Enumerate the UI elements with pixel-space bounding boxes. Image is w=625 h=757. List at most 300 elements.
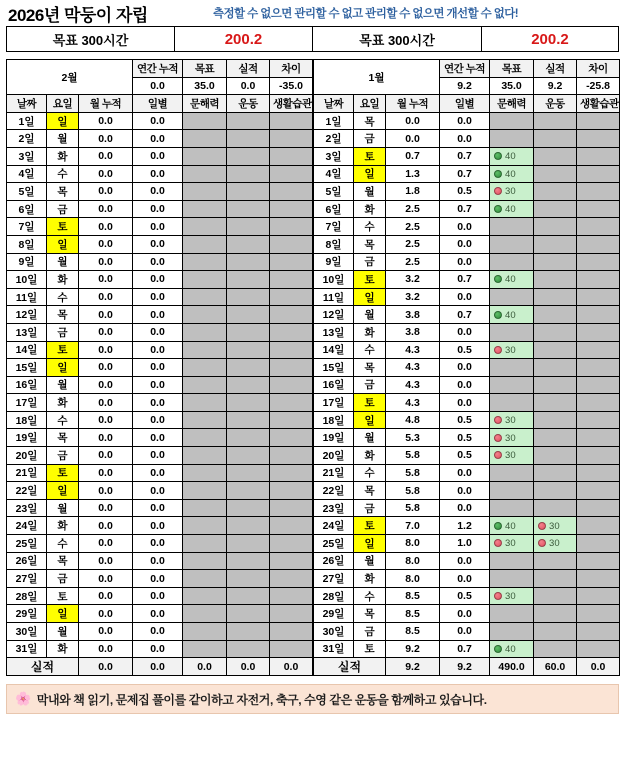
daily-cell[interactable]: 0.0 <box>440 323 490 341</box>
cumulative-cell[interactable]: 0.0 <box>79 535 133 553</box>
cumulative-cell[interactable]: 8.5 <box>386 605 440 623</box>
literacy-cell[interactable] <box>490 200 534 218</box>
exercise-cell[interactable] <box>534 306 577 324</box>
daily-cell[interactable]: 0.0 <box>133 288 183 306</box>
habit-cell[interactable] <box>577 499 620 517</box>
exercise-cell[interactable] <box>534 147 577 165</box>
habit-cell[interactable] <box>270 464 313 482</box>
literacy-cell[interactable] <box>490 482 534 500</box>
literacy-cell[interactable] <box>490 376 534 394</box>
habit-cell[interactable] <box>270 411 313 429</box>
exercise-cell[interactable] <box>534 165 577 183</box>
cumulative-cell[interactable]: 0.0 <box>79 605 133 623</box>
literacy-cell[interactable] <box>490 517 534 535</box>
literacy-cell[interactable] <box>183 200 227 218</box>
daily-cell[interactable]: 0.0 <box>133 464 183 482</box>
cumulative-cell[interactable]: 0.0 <box>79 499 133 517</box>
habit-cell[interactable] <box>577 605 620 623</box>
exercise-cell[interactable] <box>227 464 270 482</box>
daily-cell[interactable]: 0.0 <box>440 605 490 623</box>
cumulative-cell[interactable]: 0.0 <box>79 271 133 289</box>
cumulative-cell[interactable]: 0.0 <box>386 130 440 148</box>
daily-cell[interactable]: 0.0 <box>133 359 183 377</box>
daily-cell[interactable]: 0.0 <box>133 183 183 201</box>
literacy-cell[interactable] <box>183 147 227 165</box>
exercise-cell[interactable] <box>227 112 270 130</box>
habit-cell[interactable] <box>270 587 313 605</box>
habit-cell[interactable] <box>270 183 313 201</box>
cumulative-cell[interactable]: 0.0 <box>79 130 133 148</box>
literacy-cell[interactable] <box>183 376 227 394</box>
cumulative-cell[interactable]: 0.0 <box>79 623 133 641</box>
daily-cell[interactable]: 0.0 <box>440 464 490 482</box>
habit-cell[interactable] <box>577 570 620 588</box>
exercise-cell[interactable] <box>227 623 270 641</box>
habit-cell[interactable] <box>270 376 313 394</box>
habit-cell[interactable] <box>577 552 620 570</box>
cumulative-cell[interactable]: 0.7 <box>386 147 440 165</box>
daily-cell[interactable]: 0.0 <box>133 323 183 341</box>
exercise-cell[interactable] <box>227 517 270 535</box>
cumulative-cell[interactable]: 0.0 <box>79 429 133 447</box>
exercise-cell[interactable] <box>227 535 270 553</box>
exercise-cell[interactable] <box>534 341 577 359</box>
daily-cell[interactable]: 0.0 <box>133 235 183 253</box>
daily-cell[interactable]: 0.0 <box>133 147 183 165</box>
habit-cell[interactable] <box>270 147 313 165</box>
exercise-cell[interactable] <box>534 447 577 465</box>
habit-cell[interactable] <box>577 130 620 148</box>
literacy-cell[interactable] <box>490 218 534 236</box>
literacy-cell[interactable] <box>490 447 534 465</box>
cumulative-cell[interactable]: 7.0 <box>386 517 440 535</box>
cumulative-cell[interactable]: 0.0 <box>79 183 133 201</box>
literacy-cell[interactable] <box>490 640 534 658</box>
habit-cell[interactable] <box>270 640 313 658</box>
cumulative-cell[interactable]: 0.0 <box>79 587 133 605</box>
exercise-cell[interactable] <box>227 306 270 324</box>
exercise-cell[interactable] <box>227 147 270 165</box>
daily-cell[interactable]: 0.0 <box>440 130 490 148</box>
habit-cell[interactable] <box>577 411 620 429</box>
cumulative-cell[interactable]: 3.8 <box>386 306 440 324</box>
literacy-cell[interactable] <box>490 535 534 553</box>
literacy-cell[interactable] <box>490 411 534 429</box>
habit-cell[interactable] <box>270 623 313 641</box>
cumulative-cell[interactable]: 9.2 <box>386 640 440 658</box>
habit-cell[interactable] <box>270 429 313 447</box>
cumulative-cell[interactable]: 0.0 <box>79 447 133 465</box>
habit-cell[interactable] <box>577 341 620 359</box>
literacy-cell[interactable] <box>490 341 534 359</box>
exercise-cell[interactable] <box>534 517 577 535</box>
habit-cell[interactable] <box>270 359 313 377</box>
daily-cell[interactable]: 0.0 <box>133 552 183 570</box>
literacy-cell[interactable] <box>490 183 534 201</box>
exercise-cell[interactable] <box>534 499 577 517</box>
habit-cell[interactable] <box>270 235 313 253</box>
literacy-cell[interactable] <box>490 235 534 253</box>
habit-cell[interactable] <box>270 271 313 289</box>
daily-cell[interactable]: 0.0 <box>440 218 490 236</box>
daily-cell[interactable]: 0.7 <box>440 200 490 218</box>
literacy-cell[interactable] <box>183 464 227 482</box>
exercise-cell[interactable] <box>534 288 577 306</box>
exercise-cell[interactable] <box>534 623 577 641</box>
exercise-cell[interactable] <box>534 130 577 148</box>
daily-cell[interactable]: 0.0 <box>133 570 183 588</box>
cumulative-cell[interactable]: 4.3 <box>386 359 440 377</box>
literacy-cell[interactable] <box>183 535 227 553</box>
habit-cell[interactable] <box>577 271 620 289</box>
literacy-cell[interactable] <box>183 517 227 535</box>
daily-cell[interactable]: 0.0 <box>133 306 183 324</box>
daily-cell[interactable]: 0.0 <box>440 499 490 517</box>
exercise-cell[interactable] <box>534 640 577 658</box>
exercise-cell[interactable] <box>227 200 270 218</box>
daily-cell[interactable]: 0.0 <box>133 341 183 359</box>
daily-cell[interactable]: 1.2 <box>440 517 490 535</box>
cumulative-cell[interactable]: 0.0 <box>79 165 133 183</box>
exercise-cell[interactable] <box>534 535 577 553</box>
literacy-cell[interactable] <box>183 394 227 412</box>
habit-cell[interactable] <box>577 464 620 482</box>
daily-cell[interactable]: 0.0 <box>133 429 183 447</box>
cumulative-cell[interactable]: 2.5 <box>386 253 440 271</box>
daily-cell[interactable]: 0.0 <box>133 218 183 236</box>
literacy-cell[interactable] <box>490 429 534 447</box>
literacy-cell[interactable] <box>490 623 534 641</box>
literacy-cell[interactable] <box>490 570 534 588</box>
exercise-cell[interactable] <box>227 552 270 570</box>
cumulative-cell[interactable]: 8.0 <box>386 570 440 588</box>
daily-cell[interactable]: 0.0 <box>440 570 490 588</box>
daily-cell[interactable]: 0.0 <box>133 499 183 517</box>
exercise-cell[interactable] <box>227 411 270 429</box>
habit-cell[interactable] <box>270 517 313 535</box>
literacy-cell[interactable] <box>183 482 227 500</box>
habit-cell[interactable] <box>270 306 313 324</box>
literacy-cell[interactable] <box>490 605 534 623</box>
literacy-cell[interactable] <box>490 552 534 570</box>
daily-cell[interactable]: 0.0 <box>133 587 183 605</box>
daily-cell[interactable]: 0.5 <box>440 411 490 429</box>
daily-cell[interactable]: 0.7 <box>440 640 490 658</box>
cumulative-cell[interactable]: 0.0 <box>79 288 133 306</box>
daily-cell[interactable]: 0.0 <box>440 482 490 500</box>
daily-cell[interactable]: 0.0 <box>133 411 183 429</box>
cumulative-cell[interactable]: 0.0 <box>79 200 133 218</box>
literacy-cell[interactable] <box>183 640 227 658</box>
daily-cell[interactable]: 0.0 <box>133 394 183 412</box>
cumulative-cell[interactable]: 1.3 <box>386 165 440 183</box>
habit-cell[interactable] <box>577 376 620 394</box>
cumulative-cell[interactable]: 2.5 <box>386 235 440 253</box>
habit-cell[interactable] <box>577 288 620 306</box>
cumulative-cell[interactable]: 0.0 <box>79 253 133 271</box>
exercise-cell[interactable] <box>534 323 577 341</box>
literacy-cell[interactable] <box>490 323 534 341</box>
daily-cell[interactable]: 0.5 <box>440 429 490 447</box>
exercise-cell[interactable] <box>534 359 577 377</box>
exercise-cell[interactable] <box>227 587 270 605</box>
cumulative-cell[interactable]: 0.0 <box>79 464 133 482</box>
daily-cell[interactable]: 0.5 <box>440 587 490 605</box>
cumulative-cell[interactable]: 0.0 <box>79 552 133 570</box>
habit-cell[interactable] <box>270 570 313 588</box>
cumulative-cell[interactable]: 0.0 <box>79 411 133 429</box>
literacy-cell[interactable] <box>183 359 227 377</box>
cumulative-cell[interactable]: 3.2 <box>386 288 440 306</box>
daily-cell[interactable]: 0.7 <box>440 147 490 165</box>
literacy-cell[interactable] <box>490 271 534 289</box>
literacy-cell[interactable] <box>183 112 227 130</box>
daily-cell[interactable]: 0.5 <box>440 341 490 359</box>
exercise-cell[interactable] <box>227 447 270 465</box>
daily-cell[interactable]: 0.0 <box>440 552 490 570</box>
cumulative-cell[interactable]: 0.0 <box>79 359 133 377</box>
daily-cell[interactable]: 0.5 <box>440 447 490 465</box>
habit-cell[interactable] <box>577 640 620 658</box>
exercise-cell[interactable] <box>227 605 270 623</box>
daily-cell[interactable]: 0.0 <box>440 112 490 130</box>
literacy-cell[interactable] <box>183 623 227 641</box>
habit-cell[interactable] <box>577 623 620 641</box>
literacy-cell[interactable] <box>183 429 227 447</box>
literacy-cell[interactable] <box>490 130 534 148</box>
exercise-cell[interactable] <box>227 341 270 359</box>
habit-cell[interactable] <box>577 482 620 500</box>
habit-cell[interactable] <box>577 323 620 341</box>
cumulative-cell[interactable]: 8.0 <box>386 552 440 570</box>
exercise-cell[interactable] <box>534 235 577 253</box>
exercise-cell[interactable] <box>227 570 270 588</box>
exercise-cell[interactable] <box>227 165 270 183</box>
daily-cell[interactable]: 0.0 <box>440 394 490 412</box>
exercise-cell[interactable] <box>227 429 270 447</box>
literacy-cell[interactable] <box>183 587 227 605</box>
literacy-cell[interactable] <box>490 288 534 306</box>
cumulative-cell[interactable]: 8.5 <box>386 587 440 605</box>
exercise-cell[interactable] <box>227 271 270 289</box>
exercise-cell[interactable] <box>534 183 577 201</box>
habit-cell[interactable] <box>577 253 620 271</box>
daily-cell[interactable]: 0.0 <box>133 253 183 271</box>
habit-cell[interactable] <box>577 535 620 553</box>
habit-cell[interactable] <box>270 165 313 183</box>
cumulative-cell[interactable]: 2.5 <box>386 200 440 218</box>
daily-cell[interactable]: 0.0 <box>133 535 183 553</box>
habit-cell[interactable] <box>270 482 313 500</box>
literacy-cell[interactable] <box>490 253 534 271</box>
literacy-cell[interactable] <box>490 147 534 165</box>
daily-cell[interactable]: 0.0 <box>440 376 490 394</box>
exercise-cell[interactable] <box>227 253 270 271</box>
daily-cell[interactable]: 0.0 <box>440 623 490 641</box>
exercise-cell[interactable] <box>227 359 270 377</box>
daily-cell[interactable]: 0.5 <box>440 183 490 201</box>
habit-cell[interactable] <box>270 112 313 130</box>
daily-cell[interactable]: 0.0 <box>133 640 183 658</box>
cumulative-cell[interactable]: 0.0 <box>79 218 133 236</box>
habit-cell[interactable] <box>577 165 620 183</box>
exercise-cell[interactable] <box>227 288 270 306</box>
cumulative-cell[interactable]: 5.8 <box>386 447 440 465</box>
exercise-cell[interactable] <box>534 605 577 623</box>
cumulative-cell[interactable]: 1.8 <box>386 183 440 201</box>
daily-cell[interactable]: 0.0 <box>133 376 183 394</box>
exercise-cell[interactable] <box>227 183 270 201</box>
habit-cell[interactable] <box>270 130 313 148</box>
exercise-cell[interactable] <box>534 376 577 394</box>
cumulative-cell[interactable]: 0.0 <box>79 570 133 588</box>
literacy-cell[interactable] <box>183 235 227 253</box>
daily-cell[interactable]: 0.0 <box>440 359 490 377</box>
literacy-cell[interactable] <box>183 165 227 183</box>
cumulative-cell[interactable]: 0.0 <box>79 112 133 130</box>
literacy-cell[interactable] <box>490 359 534 377</box>
exercise-cell[interactable] <box>534 411 577 429</box>
cumulative-cell[interactable]: 0.0 <box>79 341 133 359</box>
cumulative-cell[interactable]: 5.8 <box>386 464 440 482</box>
literacy-cell[interactable] <box>490 306 534 324</box>
habit-cell[interactable] <box>270 288 313 306</box>
habit-cell[interactable] <box>577 112 620 130</box>
exercise-cell[interactable] <box>227 394 270 412</box>
cumulative-cell[interactable]: 0.0 <box>79 147 133 165</box>
exercise-cell[interactable] <box>534 394 577 412</box>
exercise-cell[interactable] <box>534 464 577 482</box>
cumulative-cell[interactable]: 0.0 <box>79 235 133 253</box>
habit-cell[interactable] <box>270 253 313 271</box>
exercise-cell[interactable] <box>534 587 577 605</box>
cumulative-cell[interactable]: 0.0 <box>79 482 133 500</box>
daily-cell[interactable]: 0.7 <box>440 306 490 324</box>
literacy-cell[interactable] <box>183 130 227 148</box>
literacy-cell[interactable] <box>183 341 227 359</box>
literacy-cell[interactable] <box>183 447 227 465</box>
literacy-cell[interactable] <box>183 323 227 341</box>
daily-cell[interactable]: 0.7 <box>440 165 490 183</box>
literacy-cell[interactable] <box>183 288 227 306</box>
cumulative-cell[interactable]: 0.0 <box>79 640 133 658</box>
habit-cell[interactable] <box>270 499 313 517</box>
daily-cell[interactable]: 0.0 <box>133 517 183 535</box>
habit-cell[interactable] <box>270 552 313 570</box>
habit-cell[interactable] <box>577 306 620 324</box>
daily-cell[interactable]: 0.0 <box>133 623 183 641</box>
cumulative-cell[interactable]: 0.0 <box>79 376 133 394</box>
literacy-cell[interactable] <box>183 605 227 623</box>
habit-cell[interactable] <box>577 147 620 165</box>
literacy-cell[interactable] <box>183 218 227 236</box>
daily-cell[interactable]: 0.0 <box>133 200 183 218</box>
habit-cell[interactable] <box>270 323 313 341</box>
daily-cell[interactable]: 0.0 <box>133 447 183 465</box>
cumulative-cell[interactable]: 8.0 <box>386 535 440 553</box>
habit-cell[interactable] <box>577 183 620 201</box>
cumulative-cell[interactable]: 4.3 <box>386 341 440 359</box>
habit-cell[interactable] <box>270 200 313 218</box>
cumulative-cell[interactable]: 5.3 <box>386 429 440 447</box>
habit-cell[interactable] <box>270 341 313 359</box>
daily-cell[interactable]: 0.0 <box>440 235 490 253</box>
exercise-cell[interactable] <box>227 323 270 341</box>
literacy-cell[interactable] <box>183 499 227 517</box>
cumulative-cell[interactable]: 2.5 <box>386 218 440 236</box>
daily-cell[interactable]: 0.0 <box>133 271 183 289</box>
literacy-cell[interactable] <box>183 271 227 289</box>
cumulative-cell[interactable]: 4.8 <box>386 411 440 429</box>
habit-cell[interactable] <box>577 394 620 412</box>
exercise-cell[interactable] <box>534 482 577 500</box>
literacy-cell[interactable] <box>183 411 227 429</box>
literacy-cell[interactable] <box>183 183 227 201</box>
cumulative-cell[interactable]: 0.0 <box>79 394 133 412</box>
daily-cell[interactable]: 0.0 <box>133 130 183 148</box>
exercise-cell[interactable] <box>227 499 270 517</box>
exercise-cell[interactable] <box>534 253 577 271</box>
habit-cell[interactable] <box>270 394 313 412</box>
literacy-cell[interactable] <box>490 464 534 482</box>
exercise-cell[interactable] <box>227 218 270 236</box>
cumulative-cell[interactable]: 5.8 <box>386 482 440 500</box>
cumulative-cell[interactable]: 8.5 <box>386 623 440 641</box>
exercise-cell[interactable] <box>534 112 577 130</box>
exercise-cell[interactable] <box>534 429 577 447</box>
literacy-cell[interactable] <box>183 552 227 570</box>
cumulative-cell[interactable]: 0.0 <box>386 112 440 130</box>
habit-cell[interactable] <box>270 218 313 236</box>
cumulative-cell[interactable]: 4.3 <box>386 376 440 394</box>
cumulative-cell[interactable]: 3.2 <box>386 271 440 289</box>
literacy-cell[interactable] <box>183 253 227 271</box>
cumulative-cell[interactable]: 3.8 <box>386 323 440 341</box>
literacy-cell[interactable] <box>490 112 534 130</box>
cumulative-cell[interactable]: 4.3 <box>386 394 440 412</box>
habit-cell[interactable] <box>270 605 313 623</box>
exercise-cell[interactable] <box>227 130 270 148</box>
exercise-cell[interactable] <box>227 376 270 394</box>
cumulative-cell[interactable]: 0.0 <box>79 517 133 535</box>
cumulative-cell[interactable]: 0.0 <box>79 323 133 341</box>
literacy-cell[interactable] <box>490 165 534 183</box>
exercise-cell[interactable] <box>534 570 577 588</box>
literacy-cell[interactable] <box>490 394 534 412</box>
daily-cell[interactable]: 0.0 <box>133 165 183 183</box>
habit-cell[interactable] <box>270 535 313 553</box>
cumulative-cell[interactable]: 5.8 <box>386 499 440 517</box>
daily-cell[interactable]: 0.0 <box>133 482 183 500</box>
habit-cell[interactable] <box>270 447 313 465</box>
literacy-cell[interactable] <box>490 587 534 605</box>
exercise-cell[interactable] <box>534 552 577 570</box>
daily-cell[interactable]: 0.0 <box>133 112 183 130</box>
cumulative-cell[interactable]: 0.0 <box>79 306 133 324</box>
habit-cell[interactable] <box>577 429 620 447</box>
exercise-cell[interactable] <box>227 482 270 500</box>
daily-cell[interactable]: 0.0 <box>133 605 183 623</box>
daily-cell[interactable]: 0.7 <box>440 271 490 289</box>
habit-cell[interactable] <box>577 359 620 377</box>
literacy-cell[interactable] <box>490 499 534 517</box>
habit-cell[interactable] <box>577 200 620 218</box>
literacy-cell[interactable] <box>183 306 227 324</box>
daily-cell[interactable]: 0.0 <box>440 253 490 271</box>
daily-cell[interactable]: 0.0 <box>440 288 490 306</box>
literacy-cell[interactable] <box>183 570 227 588</box>
exercise-cell[interactable] <box>534 271 577 289</box>
